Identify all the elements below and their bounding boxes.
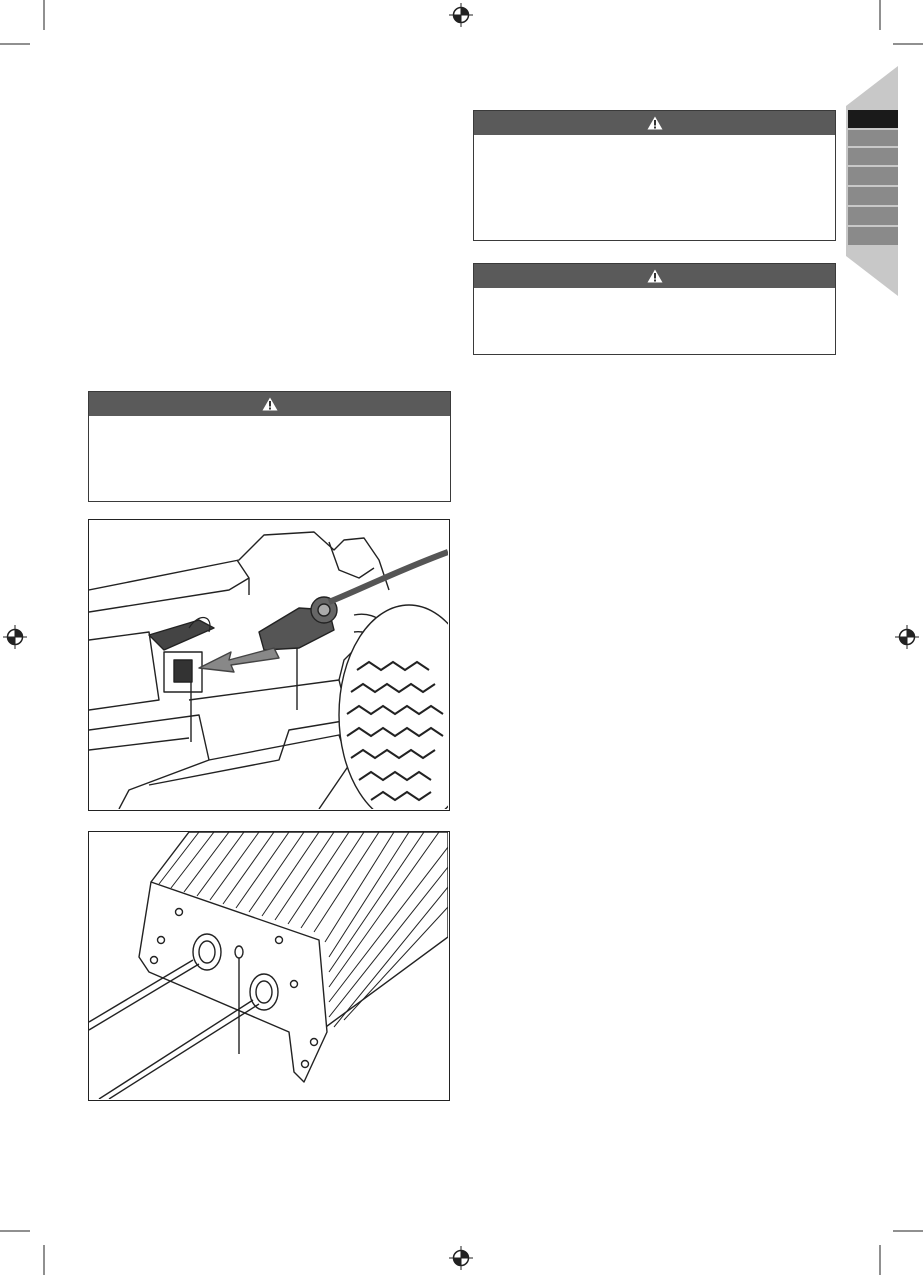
figure-charging-connector <box>88 519 450 811</box>
warning-box <box>88 391 451 502</box>
registration-mark-top <box>449 3 473 27</box>
warning-triangle-icon <box>647 116 663 130</box>
warning-triangle-icon <box>647 269 663 283</box>
figure-battery-charger <box>88 831 450 1101</box>
registration-mark-bottom <box>449 1246 473 1270</box>
warning-text <box>89 416 450 428</box>
warning-text <box>474 288 835 300</box>
side-tab <box>848 227 898 245</box>
warning-triangle-icon <box>262 397 278 411</box>
side-tab <box>848 130 898 146</box>
side-tab <box>848 148 898 165</box>
wheel-illustration <box>339 605 448 809</box>
warning-header <box>474 111 835 135</box>
battery-charger-unit-illustration <box>89 832 448 1099</box>
warning-box <box>473 110 836 241</box>
charging-cable-connector-illustration <box>89 520 448 809</box>
warning-header <box>89 392 450 416</box>
side-tab <box>848 207 898 225</box>
warning-box <box>473 263 836 355</box>
side-index-tabs <box>846 66 898 296</box>
warning-header <box>474 264 835 288</box>
side-tab-active <box>848 110 898 128</box>
registration-mark-left <box>3 625 27 649</box>
side-tab <box>848 167 898 185</box>
warning-text <box>474 135 835 147</box>
side-tab <box>848 187 898 205</box>
registration-mark-right <box>895 625 919 649</box>
